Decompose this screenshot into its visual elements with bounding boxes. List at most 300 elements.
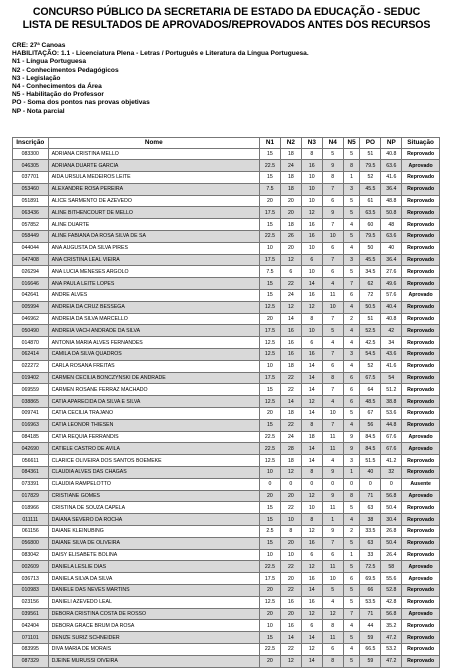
- table-row: [13, 396, 440, 408]
- cell-score: 4: [343, 419, 360, 431]
- cell-score: 7: [343, 278, 360, 290]
- cell-score: 7: [322, 313, 343, 325]
- metadata-line: PO - Soma dos pontos nas provas objetivas: [12, 99, 150, 107]
- cell-score: 52.5: [360, 325, 381, 337]
- cell-score: 8: [301, 467, 322, 479]
- cell-score: 6: [322, 195, 343, 207]
- metadata-line: N2 - Conhecimentos Pedagógicos: [12, 66, 119, 74]
- cell-situacao: Reprovado: [402, 183, 440, 195]
- cell-situacao: Reprovado: [402, 384, 440, 396]
- table-row: [13, 325, 440, 337]
- cell-score: 12.5: [259, 349, 280, 361]
- cell-score: 22.5: [259, 561, 280, 573]
- cell-nome: CLAUDIA ALVES DAS CHAGAS: [48, 467, 259, 479]
- document-subtitle: LISTA DE RESULTADOS DE APROVADOS/REPROVADOS ANTES DOS RECURSOS: [22, 19, 431, 31]
- cell-score: 4: [343, 242, 360, 254]
- cell-situacao: Reprovado: [402, 584, 440, 596]
- cell-score: 5: [343, 655, 360, 667]
- cell-score: 10: [322, 573, 343, 585]
- cell-score: 59: [360, 655, 381, 667]
- cell-score: 8: [343, 490, 360, 502]
- cell-score: 12: [301, 396, 322, 408]
- cell-score: 18: [301, 431, 322, 443]
- cell-score: 41.6: [381, 360, 402, 372]
- cell-score: 12: [301, 643, 322, 655]
- cell-score: 10: [301, 325, 322, 337]
- cell-score: 10: [301, 242, 322, 254]
- cell-inscricao: 062414: [13, 349, 49, 361]
- cell-score: 6: [343, 384, 360, 396]
- table-row: [13, 467, 440, 479]
- cell-score: 8: [322, 620, 343, 632]
- cell-score: 44.8: [381, 419, 402, 431]
- cell-score: 43.6: [381, 349, 402, 361]
- cell-score: 79.5: [360, 231, 381, 243]
- cell-nome: DAIANA SEVERO DA ROCHA: [48, 514, 259, 526]
- cell-score: 12: [301, 207, 322, 219]
- cell-score: 10: [322, 408, 343, 420]
- cell-score: 28: [280, 443, 301, 455]
- cell-score: 18: [280, 172, 301, 184]
- cell-inscricao: 073391: [13, 478, 49, 490]
- cell-score: 6: [322, 360, 343, 372]
- cell-score: 22: [280, 278, 301, 290]
- cell-score: 4: [343, 514, 360, 526]
- cell-score: 22.5: [259, 160, 280, 172]
- cell-nome: CLAUDIA RAMPELOTTO: [48, 478, 259, 490]
- cell-nome: ALINE BITHENCOURT DE MELLO: [48, 207, 259, 219]
- table-row: [13, 478, 440, 490]
- cell-score: 10: [301, 172, 322, 184]
- cell-score: 52: [360, 360, 381, 372]
- cell-nome: CAMILA DA SILVA QUADROS: [48, 349, 259, 361]
- cell-score: 66: [360, 584, 381, 596]
- cell-score: 9: [343, 431, 360, 443]
- cell-score: 50.8: [381, 207, 402, 219]
- cell-score: 67.5: [360, 372, 381, 384]
- cell-score: 79.5: [360, 160, 381, 172]
- cell-nome: DANIELA SILVA DA SILVA: [48, 573, 259, 585]
- cell-nome: AIDA URSULA MEDEIROS LEITE: [48, 172, 259, 184]
- cell-score: 51: [360, 148, 381, 160]
- cell-score: 12.5: [259, 396, 280, 408]
- cell-score: 20: [280, 537, 301, 549]
- cell-score: 71: [360, 490, 381, 502]
- cell-score: 71: [360, 608, 381, 620]
- cell-score: 16: [280, 337, 301, 349]
- table-row: [13, 408, 440, 420]
- cell-score: 15: [259, 419, 280, 431]
- cell-inscricao: 084185: [13, 431, 49, 443]
- cell-score: 84.5: [360, 431, 381, 443]
- cell-score: 10: [301, 195, 322, 207]
- cell-score: 66.5: [360, 643, 381, 655]
- cell-score: 7: [322, 183, 343, 195]
- cell-score: 20: [259, 408, 280, 420]
- cell-inscricao: 058449: [13, 231, 49, 243]
- cell-situacao: Reprovado: [402, 620, 440, 632]
- table-row: [13, 219, 440, 231]
- cell-score: 49.6: [381, 278, 402, 290]
- cell-score: 5: [322, 148, 343, 160]
- cell-inscricao: 037701: [13, 172, 49, 184]
- table-row: [13, 573, 440, 585]
- cell-inscricao: 018966: [13, 502, 49, 514]
- table-row: [13, 242, 440, 254]
- table-row: [13, 231, 440, 243]
- cell-score: 7: [343, 608, 360, 620]
- cell-score: 41.6: [381, 172, 402, 184]
- cell-score: 22.5: [259, 643, 280, 655]
- cell-situacao: Aprovado: [402, 290, 440, 302]
- cell-inscricao: 046305: [13, 160, 49, 172]
- column-header: N1: [259, 138, 280, 149]
- cell-score: 18: [280, 183, 301, 195]
- cell-score: 0: [322, 478, 343, 490]
- cell-inscricao: 038865: [13, 396, 49, 408]
- cell-situacao: Reprovado: [402, 266, 440, 278]
- cell-score: 12.5: [259, 596, 280, 608]
- cell-score: 32: [381, 467, 402, 479]
- cell-score: 8: [322, 372, 343, 384]
- cell-score: 6: [322, 549, 343, 561]
- cell-score: 5: [343, 584, 360, 596]
- cell-score: 4: [343, 301, 360, 313]
- cell-score: 20: [280, 608, 301, 620]
- cell-score: 6: [343, 396, 360, 408]
- cell-score: 30.4: [381, 514, 402, 526]
- cell-score: 48.8: [381, 195, 402, 207]
- cell-score: 10: [301, 183, 322, 195]
- metadata-line: N3 - Legislação: [12, 74, 61, 82]
- cell-score: 7.5: [259, 266, 280, 278]
- table-row: [13, 526, 440, 538]
- cell-score: 7: [322, 219, 343, 231]
- cell-score: 45.5: [360, 254, 381, 266]
- cell-situacao: Reprovado: [402, 655, 440, 667]
- cell-score: 16: [301, 573, 322, 585]
- table-row: [13, 384, 440, 396]
- cell-score: 20: [259, 313, 280, 325]
- cell-situacao: Reprovado: [402, 396, 440, 408]
- cell-situacao: Reprovado: [402, 148, 440, 160]
- cell-score: 53.6: [381, 408, 402, 420]
- column-header: NP: [381, 138, 402, 149]
- cell-situacao: Aprovado: [402, 443, 440, 455]
- cell-nome: CARLA ROSANA FREITAS: [48, 360, 259, 372]
- cell-inscricao: 011111: [13, 514, 49, 526]
- cell-nome: DEBORA CRISTINA COSTA DE ROSSO: [48, 608, 259, 620]
- table-row: [13, 514, 440, 526]
- cell-inscricao: 036713: [13, 573, 49, 585]
- cell-score: 7: [322, 384, 343, 396]
- cell-nome: ADRIANA DUARTE GARCIA: [48, 160, 259, 172]
- cell-inscricao: 050490: [13, 325, 49, 337]
- cell-score: 16: [301, 290, 322, 302]
- cell-score: 15: [259, 148, 280, 160]
- cell-score: 16: [280, 325, 301, 337]
- cell-score: 56.8: [381, 608, 402, 620]
- cell-score: 61: [360, 195, 381, 207]
- table-row: [13, 183, 440, 195]
- cell-score: 47.2: [381, 655, 402, 667]
- cell-score: 3: [343, 455, 360, 467]
- cell-inscricao: 046962: [13, 313, 49, 325]
- cell-nome: ANDREIA VACH ANDRADE DA SILVA: [48, 325, 259, 337]
- cell-score: 57.6: [381, 290, 402, 302]
- cell-score: 54.5: [360, 349, 381, 361]
- cell-score: 8: [343, 160, 360, 172]
- cell-score: 5: [322, 325, 343, 337]
- cell-score: 6: [301, 337, 322, 349]
- column-header: N4: [322, 138, 343, 149]
- cell-score: 2: [343, 526, 360, 538]
- table-row: [13, 278, 440, 290]
- cell-score: 4: [343, 620, 360, 632]
- cell-nome: ALINE FABIANA DA ROSA SILVA DE SA: [48, 231, 259, 243]
- cell-score: 60: [360, 219, 381, 231]
- cell-score: 7: [322, 537, 343, 549]
- cell-score: 42: [381, 325, 402, 337]
- cell-score: 6: [322, 242, 343, 254]
- table-row: [13, 655, 440, 667]
- cell-score: 14: [301, 455, 322, 467]
- cell-inscricao: 083995: [13, 643, 49, 655]
- table-row: [13, 372, 440, 384]
- cell-score: 34: [381, 337, 402, 349]
- cell-score: 15: [259, 219, 280, 231]
- cell-score: 20: [280, 573, 301, 585]
- cell-score: 15: [259, 384, 280, 396]
- cell-situacao: Reprovado: [402, 242, 440, 254]
- cell-score: 4: [322, 337, 343, 349]
- cell-score: 15: [259, 172, 280, 184]
- cell-score: 48.5: [360, 396, 381, 408]
- cell-situacao: Aprovado: [402, 431, 440, 443]
- cell-score: 22.5: [259, 231, 280, 243]
- cell-score: 14: [301, 443, 322, 455]
- cell-score: 48: [381, 219, 402, 231]
- document-title: CONCURSO PÚBLICO DA SECRETARIA DE ESTADO DA EDUCAÇÃO - SEDUC: [32, 6, 421, 18]
- cell-score: 1: [322, 514, 343, 526]
- cell-inscricao: 083300: [13, 148, 49, 160]
- cell-score: 10: [259, 549, 280, 561]
- cell-score: 10: [301, 502, 322, 514]
- cell-score: 50: [360, 242, 381, 254]
- cell-score: 38.8: [381, 396, 402, 408]
- cell-score: 8: [301, 419, 322, 431]
- cell-situacao: Reprovado: [402, 643, 440, 655]
- cell-score: 5: [343, 537, 360, 549]
- cell-score: 59: [360, 632, 381, 644]
- cell-inscricao: 014870: [13, 337, 49, 349]
- cell-score: 72.5: [360, 561, 381, 573]
- cell-situacao: Reprovado: [402, 219, 440, 231]
- cell-inscricao: 071101: [13, 632, 49, 644]
- cell-nome: ALICE SARMENTO DE AZEVEDO: [48, 195, 259, 207]
- cell-score: 1: [343, 172, 360, 184]
- cell-inscricao: 047408: [13, 254, 49, 266]
- cell-score: 18: [280, 360, 301, 372]
- cell-score: 14: [280, 313, 301, 325]
- cell-nome: ANTONIA MARIA ALVES FERNANDES: [48, 337, 259, 349]
- cell-situacao: Aprovado: [402, 490, 440, 502]
- cell-score: 72: [360, 290, 381, 302]
- table-row: [13, 620, 440, 632]
- cell-score: 10: [259, 242, 280, 254]
- cell-score: 10: [259, 620, 280, 632]
- cell-score: 53.5: [360, 596, 381, 608]
- cell-score: 7: [322, 419, 343, 431]
- cell-nome: CATIA CECILIA TRAJANO: [48, 408, 259, 420]
- cell-score: 6: [322, 266, 343, 278]
- cell-nome: DENIZE SURIZ SCHNEIDER: [48, 632, 259, 644]
- cell-score: 9: [322, 160, 343, 172]
- cell-score: 22.5: [259, 443, 280, 455]
- cell-score: 24: [280, 160, 301, 172]
- cell-score: 9: [322, 207, 343, 219]
- cell-nome: DIVA MARIA DE MORAIS: [48, 643, 259, 655]
- cell-score: 12: [280, 301, 301, 313]
- cell-score: 41.2: [381, 455, 402, 467]
- cell-score: 6: [301, 254, 322, 266]
- cell-score: 52: [360, 172, 381, 184]
- cell-score: 20: [280, 195, 301, 207]
- cell-score: 4: [322, 396, 343, 408]
- cell-score: 7: [322, 254, 343, 266]
- cell-score: 12: [301, 301, 322, 313]
- cell-score: 40.8: [381, 148, 402, 160]
- table-row: [13, 490, 440, 502]
- cell-score: 8: [322, 655, 343, 667]
- cell-score: 24: [280, 290, 301, 302]
- cell-score: 50.4: [381, 502, 402, 514]
- metadata-line: NP - Nota parcial: [12, 107, 65, 115]
- cell-score: 16: [280, 620, 301, 632]
- cell-situacao: Ausente: [402, 478, 440, 490]
- cell-score: 62: [360, 278, 381, 290]
- cell-score: 12: [280, 655, 301, 667]
- cell-inscricao: 053460: [13, 183, 49, 195]
- metadata-line: N4 - Conhecimentos da Área: [12, 83, 102, 91]
- cell-score: 1: [343, 467, 360, 479]
- cell-score: 51.2: [381, 384, 402, 396]
- cell-score: 9: [343, 443, 360, 455]
- table-row: [13, 502, 440, 514]
- cell-inscricao: 042641: [13, 290, 49, 302]
- cell-situacao: Reprovado: [402, 207, 440, 219]
- cell-score: 42.5: [360, 337, 381, 349]
- cell-score: 6: [343, 372, 360, 384]
- table-row: [13, 443, 440, 455]
- cell-score: 4: [322, 596, 343, 608]
- cell-score: 22: [280, 419, 301, 431]
- cell-score: 11: [322, 632, 343, 644]
- cell-nome: DAIANE SILVA DE OLIVEIRA: [48, 537, 259, 549]
- cell-score: 4: [322, 278, 343, 290]
- cell-score: 45.5: [360, 183, 381, 195]
- cell-score: 20: [259, 655, 280, 667]
- cell-inscricao: 005994: [13, 301, 49, 313]
- cell-score: 16: [301, 537, 322, 549]
- cell-nome: ANDREIA DA SILVA MARCELLO: [48, 313, 259, 325]
- cell-score: 18: [280, 408, 301, 420]
- column-header: N5: [343, 138, 360, 149]
- cell-score: 4: [343, 337, 360, 349]
- cell-nome: ADRIANA CRISTINA MELLO: [48, 148, 259, 160]
- cell-score: 26: [280, 231, 301, 243]
- table-row: [13, 337, 440, 349]
- cell-score: 53.2: [381, 643, 402, 655]
- cell-score: 22: [280, 584, 301, 596]
- cell-score: 11: [322, 443, 343, 455]
- cell-nome: ANA CRISTINA LEAL VIEIRA: [48, 254, 259, 266]
- cell-inscricao: 061156: [13, 526, 49, 538]
- cell-score: 15: [259, 278, 280, 290]
- cell-score: 8: [301, 313, 322, 325]
- cell-score: 17.5: [259, 325, 280, 337]
- cell-score: 6: [322, 643, 343, 655]
- cell-score: 14: [301, 360, 322, 372]
- cell-inscricao: 056611: [13, 455, 49, 467]
- cell-nome: DANIELI AZEVEDO LEAL: [48, 596, 259, 608]
- cell-nome: ANA PAULA LEITE LOPES: [48, 278, 259, 290]
- cell-score: 6: [343, 290, 360, 302]
- cell-score: 20: [259, 584, 280, 596]
- cell-score: 3: [343, 254, 360, 266]
- cell-score: 10: [322, 231, 343, 243]
- cell-score: 14: [301, 408, 322, 420]
- cell-score: 84.5: [360, 443, 381, 455]
- cell-score: 22: [280, 561, 301, 573]
- cell-nome: CARMEN CECILIA BONCZYNSKI DE ANDRADE: [48, 372, 259, 384]
- cell-nome: DANIELE DAS NEVES MARTINS: [48, 584, 259, 596]
- cell-score: 20: [259, 195, 280, 207]
- cell-score: 10: [259, 467, 280, 479]
- cell-score: 47.2: [381, 632, 402, 644]
- cell-score: 6: [280, 266, 301, 278]
- cell-score: 4: [322, 455, 343, 467]
- cell-inscricao: 056800: [13, 537, 49, 549]
- cell-score: 56: [360, 419, 381, 431]
- table-row: [13, 160, 440, 172]
- cell-inscricao: 022272: [13, 360, 49, 372]
- cell-score: 14: [301, 632, 322, 644]
- table-row: [13, 301, 440, 313]
- cell-inscricao: 017829: [13, 490, 49, 502]
- table-row: [13, 207, 440, 219]
- cell-score: 22: [280, 643, 301, 655]
- cell-situacao: Reprovado: [402, 231, 440, 243]
- cell-score: 11: [322, 290, 343, 302]
- cell-inscricao: 026294: [13, 266, 49, 278]
- cell-nome: ALEXANDRE ROSA PEREIRA: [48, 183, 259, 195]
- cell-score: 26.4: [381, 549, 402, 561]
- cell-score: 54: [381, 372, 402, 384]
- cell-nome: CRISTINA DE SOUZA CAPELA: [48, 502, 259, 514]
- cell-inscricao: 042404: [13, 620, 49, 632]
- cell-score: 14: [301, 372, 322, 384]
- table-row: [13, 584, 440, 596]
- cell-inscricao: 083042: [13, 549, 49, 561]
- cell-score: 2.5: [259, 526, 280, 538]
- cell-inscricao: 009741: [13, 408, 49, 420]
- cell-score: 7.5: [259, 183, 280, 195]
- cell-score: 27.6: [381, 266, 402, 278]
- cell-situacao: Reprovado: [402, 419, 440, 431]
- cell-score: 12.5: [259, 455, 280, 467]
- cell-score: 18: [280, 148, 301, 160]
